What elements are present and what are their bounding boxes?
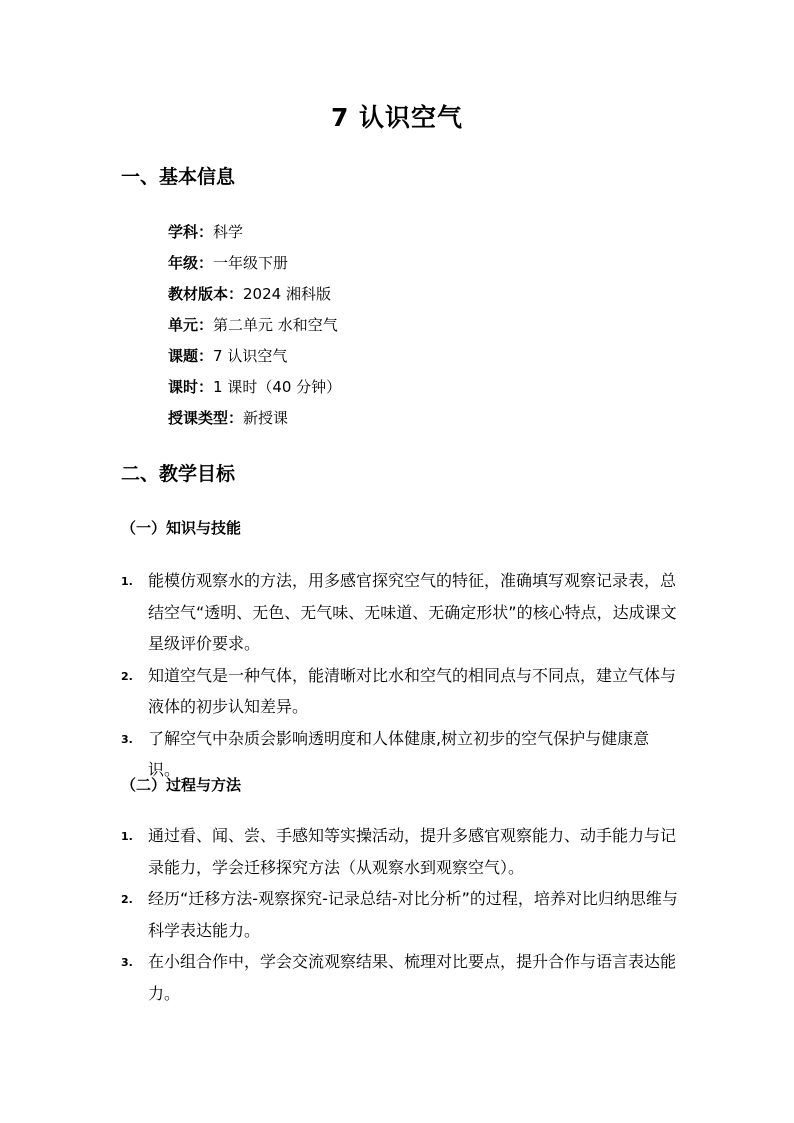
list-item: [121, 565, 681, 660]
info-value: 一年级下册: [213, 254, 289, 272]
info-row-subject: [168, 217, 341, 248]
list-item-text: 知道空气是一种气体，能清晰对比水和空气的相同点与不同点，建立气体与液体的初步认知差异。: [148, 665, 677, 716]
knowledge-skills-list: [121, 565, 681, 786]
info-row-topic: [168, 341, 341, 372]
info-row-duration: [168, 372, 341, 403]
info-row-unit: [168, 310, 341, 341]
list-item: [121, 946, 681, 1009]
info-value: 科学: [213, 223, 244, 241]
list-item-text: 了解空气中杂质会影响透明度和人体健康,树立初步的空气保护与健康意识。: [148, 728, 650, 779]
info-key: 年级：: [168, 254, 214, 272]
info-row-textbook: [168, 279, 341, 310]
info-value: 新授课: [243, 409, 289, 427]
list-item: [121, 660, 681, 723]
info-value: 7 认识空气: [213, 347, 288, 365]
list-item-text: 在小组合作中，学会交流观察结果、梳理对比要点，提升合作与语言表达能力。: [148, 952, 677, 1003]
list-item-number: 1.: [121, 575, 133, 588]
basic-info-list: [168, 217, 341, 434]
list-item: [121, 820, 681, 883]
list-item-text: 通过看、闻、尝、手感知等实操活动，提升多感官观察能力、动手能力与记录能力，学会迁移探究方法（从观察水到观察空气）。: [148, 826, 677, 877]
list-item: [121, 883, 681, 946]
section-heading-teaching-objectives: 二、教学目标: [121, 463, 236, 485]
info-key: 授课类型：: [168, 409, 244, 427]
section-heading-basic-info: 一、基本信息: [121, 166, 236, 188]
info-value: 2024 湘科版: [243, 285, 331, 303]
list-item-number: 3.: [121, 956, 133, 969]
list-item-text: 经历“迁移方法-观察探究-记录总结-对比分析”的过程，培养对比归纳思维与科学表达能力。: [148, 889, 678, 940]
list-item-number: 2.: [121, 669, 133, 683]
info-key: 单元：: [168, 316, 214, 334]
process-methods-list: [121, 820, 681, 1009]
list-item-text: 能模仿观察水的方法，用多感官探究空气的特征，准确填写观察记录表，总结空气“透明、无色、无气味、无味道、无确定形状”的核心特点，达成课文星级评价要求。: [148, 571, 677, 653]
info-key: 课时：: [168, 378, 214, 396]
info-value: 1 课时（40 分钟）: [213, 378, 342, 396]
info-key: 教材版本：: [168, 285, 244, 303]
subsection-heading-knowledge-skills: （一）知识与技能: [121, 519, 242, 537]
info-row-lesson-type: [168, 403, 341, 434]
document-title: 7 认识空气: [330, 103, 464, 132]
info-value: 第二单元 水和空气: [213, 316, 338, 334]
info-key: 学科：: [168, 223, 214, 241]
list-item-number: 2.: [121, 893, 133, 906]
info-key: 课题：: [168, 347, 214, 365]
info-row-grade: [168, 248, 341, 279]
list-item-number: 1.: [121, 830, 133, 843]
subsection-heading-process-methods: （二）过程与方法: [121, 776, 242, 794]
list-item-number: 3.: [121, 732, 133, 746]
